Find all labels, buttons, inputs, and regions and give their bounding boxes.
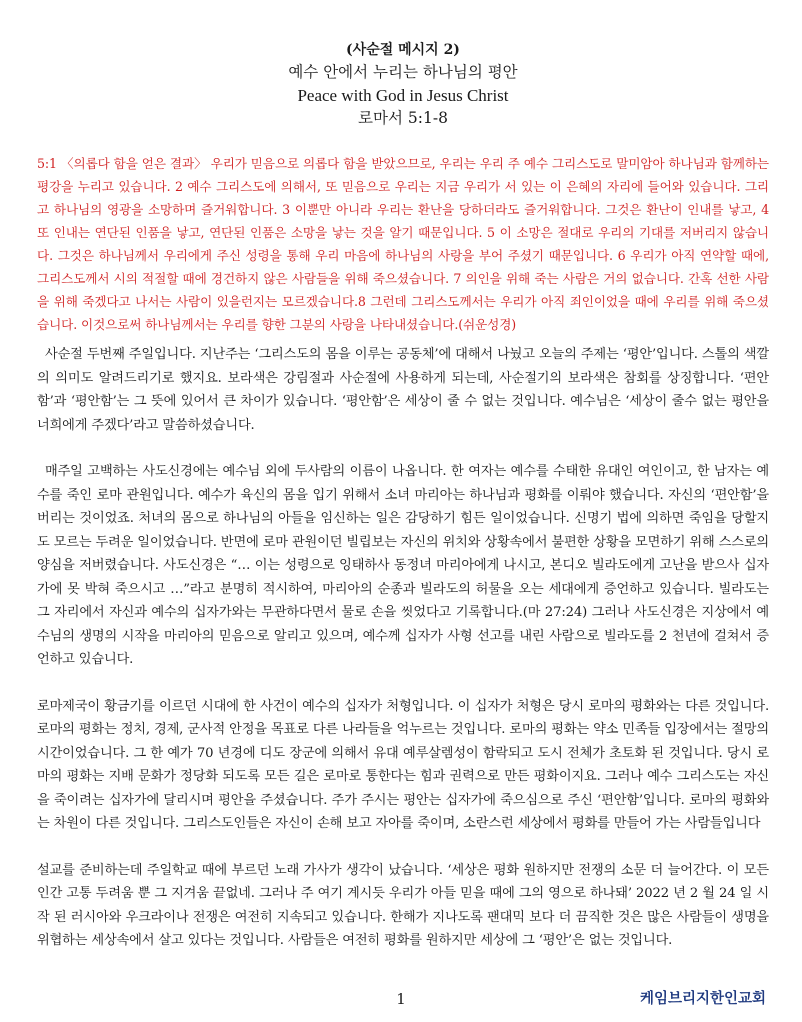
page-footer xyxy=(0,988,802,1014)
scripture-reference: 로마서 5:1-8 xyxy=(358,109,448,127)
church-name: 케임브리지한인교회 xyxy=(639,991,766,1007)
sermon-header xyxy=(37,40,769,130)
body-paragraph-1: 사순절 두번째 주일입니다. 지난주는 ‘그리스도의 몸을 이루는 공동체’에 대해서 나눴고 오늘의 주제는 ‘평안’입니다. 스톨의 색깔의 의미도 알려드리기로 했지요. 보라색은 강림절과 사순절에 사용하게 되는데, 사순절기의 보라색은 참회를 상징합니다. ‘편안함’과 ‘평안함’는 그 뜻에 있어서 큰 차이가 있습니다. ‘평안함’은 세상이 줄 수 없는 것입니다. 예수님은 ‘세상이 줄수 없는 평안을 너희에게 주겠다’라고 말씀하셨습니다. xyxy=(37,347,769,433)
body-paragraph-4: 설교를 준비하는데 주일학교 때에 부르던 노래 가사가 생각이 났습니다. ‘세상은 평화 원하지만 전쟁의 소문 더 늘어간다. 이 모든 인간 고통 두려움 뿐 그 지겨움 끝없네. 그러나 주 여기 계시듯 우리가 아들 믿을 때에 그의 영으로 하나돼’ 2022 년 2 월 24 일 시작 된 러시아와 우크라이나 전쟁은 여전히 지속되고 있습니다. 한해가 지나도록 팬대믹 보다 더 끔직한 것은 많은 사람들이 생명을 위협하는 세상속에서 살고 있다는 것입니다. 사람들은 여전히 평화를 원하지만 세상에 그 ‘평안’은 없는 것입니다. xyxy=(37,862,769,948)
sermon-title-english: Peace with God in Jesus Christ xyxy=(297,86,509,105)
body-paragraph-3: 로마제국이 황금기를 이르던 시대에 한 사건이 예수의 십자가 처형입니다. 이 십자가 처형은 당시 로마의 평화와는 다른 것입니다. 로마의 평화는 정치, 경제, 군사적 안정을 목표로 다른 나라들을 억누르는 것입니다. 로마의 평화는 약소 민족들 입장에서는 절망의 시간이었습니다. 그 한 예가 70 년경에 디도 장군에 의해서 유대 예루살렘성이 함락되고 도시 전체가 초토화 된 것입니다. 당시 로마의 평화는 지배 문화가 정당화 되도록 모든 길은 로마로 통한다는 힘과 권력으로 만든 평화이지요. 그러나 예수 그리스도는 자신을 죽이려는 십자가에 달리시며 평안을 주셨습니다. 주가 주시는 평안는 십자가에 죽으심으로 주신 ‘편안함’입니다. 로마의 평화와는 차원이 다른 것입니다. 그리스도인들은 자신이 손해 보고 자아를 죽이며, 소란스런 세상에서 평화를 만들어 가는 사람들입니다 xyxy=(37,698,769,831)
sermon-title-korean: 예수 안에서 누리는 하나님의 평안 xyxy=(288,63,518,81)
scripture-text: 5:1 〈의롭다 함을 얻은 결과〉 우리가 믿음으로 의롭다 함을 받았으므로, 우리는 우리 주 예수 그리스도로 말미암아 하나님과 함께하는 평강을 누리고 있습니다. 2 예수 그리스도에 의해서, 또 믿음으로 우리는 지금 우리가 서 있는 이 은혜의 자리에 들어와 있습니다. 그리고 하나님의 영광을 소망하며 즐거워합니다. 3 이뿐만 아니라 우리는 환난을 당하더라도 즐거워합니다. 그것은 환난이 인내를 낳고, 4 또 인내는 연단된 인품을 낳고, 연단된 인품은 소망을 낳는 것을 알기 때문입니다. 5 이 소망은 절대로 우리의 기대를 저버리지 않습니다. 그것은 하나님께서 우리에게 주신 성령을 통해 우리 마음에 하나님의 사랑을 부어 주셨기 때문입니다. 6 우리가 아직 연약할 때에, 그리스도께서 시의 적절할 때에 경건하지 않은 사람들을 위해 죽으셨습니다. 7 의인을 위해 죽는 사람은 거의 없습니다. 간혹 선한 사람을 위해 죽겠다고 나서는 사람이 있을런지는 모르겠습니다.8 그런데 그리스도께서는 우리가 아직 죄인이었을 때에 우리를 위해 죽으셨습니다. 이것으로써 하나님께서는 우리를 향한 그분의 사랑을 나타내셨습니다.(쉬운성경) xyxy=(37,156,769,332)
body-paragraph-2: 매주일 고백하는 사도신경에는 예수님 외에 두사람의 이름이 나옵니다. 한 여자는 예수를 수태한 유대인 여인이고, 한 남자는 예수를 죽인 로마 관원입니다. 예수가 육신의 몸을 입기 위해서 소녀 마리아는 하나님과 평화를 이뤄야 했습니다. 자신의 ‘편안함’을 버리는 것이었죠. 처녀의 몸으로 하나님의 아들을 임신하는 일은 감당하기 힘든 일이었습니다. 신명기 법에 의하면 죽임을 당할지도 모르는 두려운 일이었습니다. 반면에 로마 관원이던 빌립보는 자신의 위치와 상황속에서 불편한 상황을 모면하기 위해 스스로의 양심을 저버렸습니다. 사도신경은 “… 이는 성령으로 잉태하사 동정녀 마리아에게 나시고, 본디오 빌라도에게 고난을 받으사 십자가에 못 박혀 죽으시고 …”라고 분명히 적시하여, 마리아의 순종과 빌라도의 허물을 오는 세대에게 증언하고 있습니다. 빌라도는 그 자리에서 자신과 예수의 십자가와는 무관하다면서 물로 손을 씻었다고 기록합니다.(마 27:24) 그러나 사도신경은 지상에서 예수님의 생명의 시작을 마리아의 믿음으로 알리고 있으며, 예수께 십자가 사형 선고를 내린 사람으로 빌라도를 2 천년에 걸쳐서 증언하고 있습니다. xyxy=(37,464,769,667)
series-label: (사순절 메시지 2) xyxy=(346,42,460,58)
page-number: 1 xyxy=(396,990,406,1008)
